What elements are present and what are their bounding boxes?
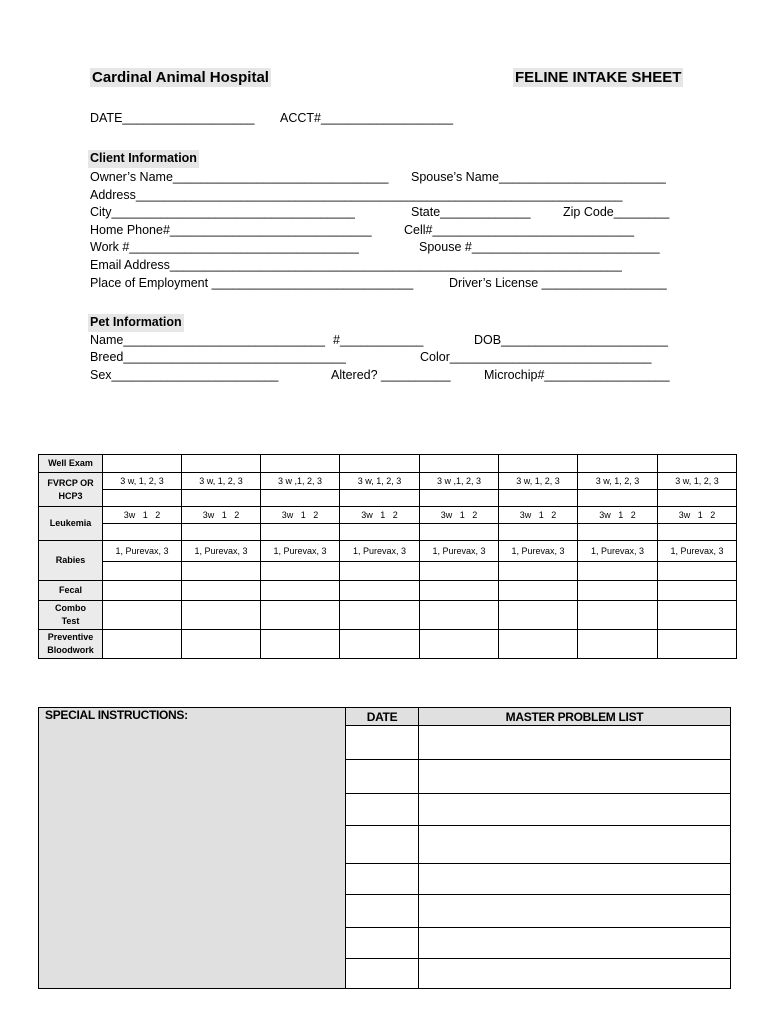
problem-cell[interactable] [419, 794, 731, 826]
table-cell[interactable] [261, 601, 340, 630]
employment-field[interactable]: Place of Employment _____________________________ [90, 276, 414, 290]
table-cell[interactable] [499, 524, 578, 541]
fvrcp-cell[interactable]: 3 w, 1, 2, 3 [658, 473, 737, 490]
table-cell[interactable] [103, 562, 182, 581]
table-cell[interactable] [499, 601, 578, 630]
table-cell[interactable] [182, 490, 261, 507]
pet-name-field[interactable]: Name_____________________________ [90, 333, 325, 347]
pet-breed-field[interactable]: Breed________________________________ [90, 350, 346, 364]
table-cell[interactable] [103, 630, 182, 659]
address-field[interactable]: Address______________________________________________________________________ [90, 188, 623, 202]
table-cell[interactable] [658, 490, 737, 507]
rabies-row [39, 541, 737, 562]
problem-cell[interactable] [419, 826, 731, 863]
problem-list-header: MASTER PROBLEM LIST [419, 708, 731, 726]
fvrcp-cell[interactable]: 3 w, 1, 2, 3 [499, 473, 578, 490]
date-cell[interactable] [346, 863, 419, 894]
date-label: DATE [90, 111, 123, 125]
table-cell[interactable] [340, 581, 420, 601]
table-cell[interactable] [182, 455, 261, 473]
work-phone-field[interactable]: Work #_________________________________ [90, 240, 359, 254]
table-cell[interactable] [420, 581, 499, 601]
acct-line: ___________________ [320, 111, 454, 125]
special-instructions-label: SPECIAL INSTRUCTIONS: [45, 708, 188, 722]
leukemia-cell[interactable]: 3w 1 2 [658, 507, 737, 524]
table-cell[interactable] [658, 455, 737, 473]
table-cell[interactable] [499, 490, 578, 507]
fvrcp-cell[interactable]: 3 w ,1, 2, 3 [261, 473, 340, 490]
table-cell[interactable] [340, 630, 420, 659]
leukemia-cell[interactable]: 3w 1 2 [182, 507, 261, 524]
table-cell[interactable] [103, 581, 182, 601]
rabies-cell[interactable]: 1, Purevax, 3 [658, 541, 737, 562]
table-cell[interactable] [578, 455, 658, 473]
rabies-cell[interactable]: 1, Purevax, 3 [578, 541, 658, 562]
table-cell[interactable] [103, 601, 182, 630]
table-cell[interactable] [578, 630, 658, 659]
date-field[interactable] [90, 111, 255, 125]
rabies-cell[interactable]: 1, Purevax, 3 [340, 541, 420, 562]
pet-color-field[interactable]: Color_____________________________ [420, 350, 652, 364]
fvrcp-cell[interactable]: 3 w, 1, 2, 3 [340, 473, 420, 490]
hospital-name: Cardinal Animal Hospital [92, 69, 269, 86]
rabies-cell[interactable]: 1, Purevax, 3 [499, 541, 578, 562]
fvrcp-cell[interactable]: 3 w, 1, 2, 3 [103, 473, 182, 490]
drivers-license-field[interactable]: Driver’s License __________________ [449, 276, 667, 290]
date-column-header: DATE [346, 708, 419, 726]
spouse-name-field[interactable]: Spouse’s Name________________________ [411, 170, 666, 184]
fvrcp-row [39, 473, 737, 490]
table-cell[interactable] [182, 581, 261, 601]
table-cell[interactable] [578, 601, 658, 630]
date-cell[interactable] [346, 726, 419, 760]
table-cell[interactable] [658, 630, 737, 659]
home-phone-field[interactable]: Home Phone#_____________________________ [90, 223, 372, 237]
date-cell[interactable] [346, 958, 419, 988]
city-field[interactable]: City___________________________________ [90, 205, 355, 219]
table-cell[interactable] [340, 490, 420, 507]
rabies-cell[interactable]: 1, Purevax, 3 [103, 541, 182, 562]
pet-microchip-field[interactable]: Microchip#__________________ [484, 368, 670, 382]
table-cell[interactable] [261, 581, 340, 601]
date-cell[interactable] [346, 760, 419, 794]
leukemia-cell[interactable]: 3w 1 2 [578, 507, 658, 524]
rabies-cell[interactable]: 1, Purevax, 3 [261, 541, 340, 562]
table-cell[interactable] [261, 455, 340, 473]
pet-altered-field[interactable]: Altered? __________ [331, 368, 451, 382]
email-field[interactable]: Email Address_________________________________________________________________ [90, 258, 622, 272]
table-cell[interactable] [261, 630, 340, 659]
table-cell[interactable] [182, 562, 261, 581]
table-cell[interactable] [340, 455, 420, 473]
date-cell[interactable] [346, 794, 419, 826]
preventive-bloodwork-label: Preventive Bloodwork [39, 630, 103, 659]
problem-cell[interactable] [419, 958, 731, 988]
table-cell[interactable] [420, 524, 499, 541]
problem-cell[interactable] [419, 927, 731, 958]
table-cell[interactable] [499, 630, 578, 659]
table-cell[interactable] [578, 562, 658, 581]
table-cell[interactable] [182, 601, 261, 630]
date-cell[interactable] [346, 927, 419, 958]
table-cell[interactable] [499, 455, 578, 473]
preventive-row [39, 630, 737, 659]
problem-list-table [38, 707, 731, 989]
table-cell[interactable] [420, 490, 499, 507]
client-section-title: Client Information [88, 150, 199, 168]
table-cell[interactable] [340, 562, 420, 581]
fvrcp-cell[interactable]: 3 w, 1, 2, 3 [182, 473, 261, 490]
table-cell[interactable] [658, 601, 737, 630]
fecal-label: Fecal [39, 581, 103, 601]
well-exam-row [39, 455, 737, 473]
date-line: ___________________ [122, 111, 255, 125]
cell-field[interactable]: Cell#_____________________________ [404, 223, 635, 237]
table-cell[interactable] [578, 581, 658, 601]
table-cell[interactable] [103, 455, 182, 473]
pet-dob-field[interactable]: DOB________________________ [474, 333, 668, 347]
fvrcp-label: FVRCP OR HCP3 [39, 473, 103, 507]
acct-field[interactable] [280, 111, 453, 125]
rabies-label: Rabies [39, 541, 103, 581]
leukemia-row [39, 507, 737, 524]
state-field[interactable]: State_____________ [411, 205, 531, 219]
problem-cell[interactable] [419, 760, 731, 794]
rabies-cell[interactable]: 1, Purevax, 3 [420, 541, 499, 562]
table-cell[interactable] [182, 524, 261, 541]
acct-label: ACCT# [280, 111, 321, 125]
vaccine-table [38, 454, 737, 659]
table-cell[interactable] [658, 581, 737, 601]
table-cell[interactable] [261, 490, 340, 507]
fecal-row [39, 581, 737, 601]
table-cell[interactable] [420, 601, 499, 630]
table-cell[interactable] [499, 581, 578, 601]
table-cell[interactable] [658, 524, 737, 541]
table-cell[interactable] [261, 524, 340, 541]
table-cell[interactable] [420, 455, 499, 473]
pet-number-field[interactable]: #____________ [333, 333, 424, 347]
problem-cell[interactable] [419, 726, 731, 760]
owner-name-field[interactable]: Owner’s Name_______________________________ [90, 170, 389, 184]
problem-cell[interactable] [419, 894, 731, 927]
fvrcp-cell[interactable]: 3 w, 1, 2, 3 [578, 473, 658, 490]
rabies-cell[interactable]: 1, Purevax, 3 [182, 541, 261, 562]
table-cell[interactable] [103, 490, 182, 507]
leukemia-label: Leukemia [39, 507, 103, 541]
sheet-title: FELINE INTAKE SHEET [515, 69, 682, 86]
special-instructions-box[interactable] [39, 708, 346, 989]
leukemia-cell[interactable]: 3w 1 2 [420, 507, 499, 524]
pet-sex-field[interactable]: Sex________________________ [90, 368, 279, 382]
fvrcp-cell[interactable]: 3 w ,1, 2, 3 [420, 473, 499, 490]
table-cell[interactable] [658, 562, 737, 581]
table-cell[interactable] [578, 490, 658, 507]
leukemia-cell[interactable]: 3w 1 2 [499, 507, 578, 524]
date-cell[interactable] [346, 826, 419, 863]
table-cell[interactable] [420, 630, 499, 659]
table-cell[interactable] [340, 524, 420, 541]
problem-cell[interactable] [419, 863, 731, 894]
leukemia-cell[interactable]: 3w 1 2 [340, 507, 420, 524]
table-cell[interactable] [578, 524, 658, 541]
spouse-phone-field[interactable]: Spouse #___________________________ [419, 240, 660, 254]
well-exam-label: Well Exam [39, 455, 103, 473]
date-cell[interactable] [346, 894, 419, 927]
leukemia-cell[interactable]: 3w 1 2 [261, 507, 340, 524]
table-cell[interactable] [261, 562, 340, 581]
combo-row [39, 601, 737, 630]
pet-section-title: Pet Information [88, 314, 184, 332]
table-cell[interactable] [420, 562, 499, 581]
table-cell[interactable] [103, 524, 182, 541]
table-cell[interactable] [182, 630, 261, 659]
leukemia-cell[interactable]: 3w 1 2 [103, 507, 182, 524]
table-cell[interactable] [340, 601, 420, 630]
zip-field[interactable]: Zip Code________ [563, 205, 670, 219]
combo-test-label: Combo Test [39, 601, 103, 630]
table-cell[interactable] [499, 562, 578, 581]
